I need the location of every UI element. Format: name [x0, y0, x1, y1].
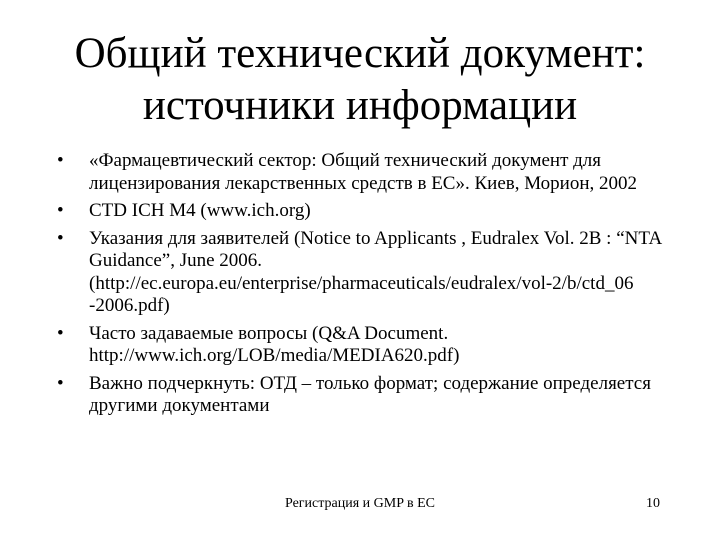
bullet-icon: • — [57, 372, 64, 394]
bullet-item-2 — [57, 200, 677, 223]
bullet-text-4: Часто задаваемые вопросы (Q&A Document. http://www.ich.org/LOB/media/MEDIA620.pdf) — [89, 322, 460, 366]
bullet-item-5 — [57, 373, 677, 418]
bullet-text-5: Важно подчеркнуть: ОТД – только формат; содержание определяется другими документами — [89, 372, 651, 416]
bullet-icon: • — [57, 200, 64, 221]
bullet-icon: • — [57, 322, 64, 344]
bullet-item-3 — [57, 228, 677, 318]
bullet-text-1: «Фармацевтический сектор: Общий технический документ для лицензирования лекарственных средств в ЕС». Киев, Морион, 2002 — [89, 150, 637, 194]
bullet-icon: • — [57, 150, 64, 171]
bullet-icon: • — [57, 227, 64, 249]
bullet-list — [57, 150, 677, 423]
bullet-item-4 — [57, 323, 677, 368]
slide-title-line-1: Общий технический документ: — [74, 30, 646, 77]
slide-title — [30, 28, 690, 132]
bullet-text-3: Указания для заявителей (Notice to Applicants , Eudralex Vol. 2B : “NTA Guidance”, June 2006. (http://ec.europa.eu/enterprise/pharmaceuticals/eudralex/vol-2/b/ctd_06 -2006.pdf) — [89, 227, 662, 316]
footer-text: Регистрация и GMP в ЕС — [284, 496, 435, 511]
bullet-item-1 — [57, 150, 677, 195]
slide-title-line-2: источники информации — [142, 82, 578, 129]
page-number: 10 — [646, 496, 660, 511]
bullet-text-2: CTD ICH M4 (www.ich.org) — [89, 200, 311, 221]
